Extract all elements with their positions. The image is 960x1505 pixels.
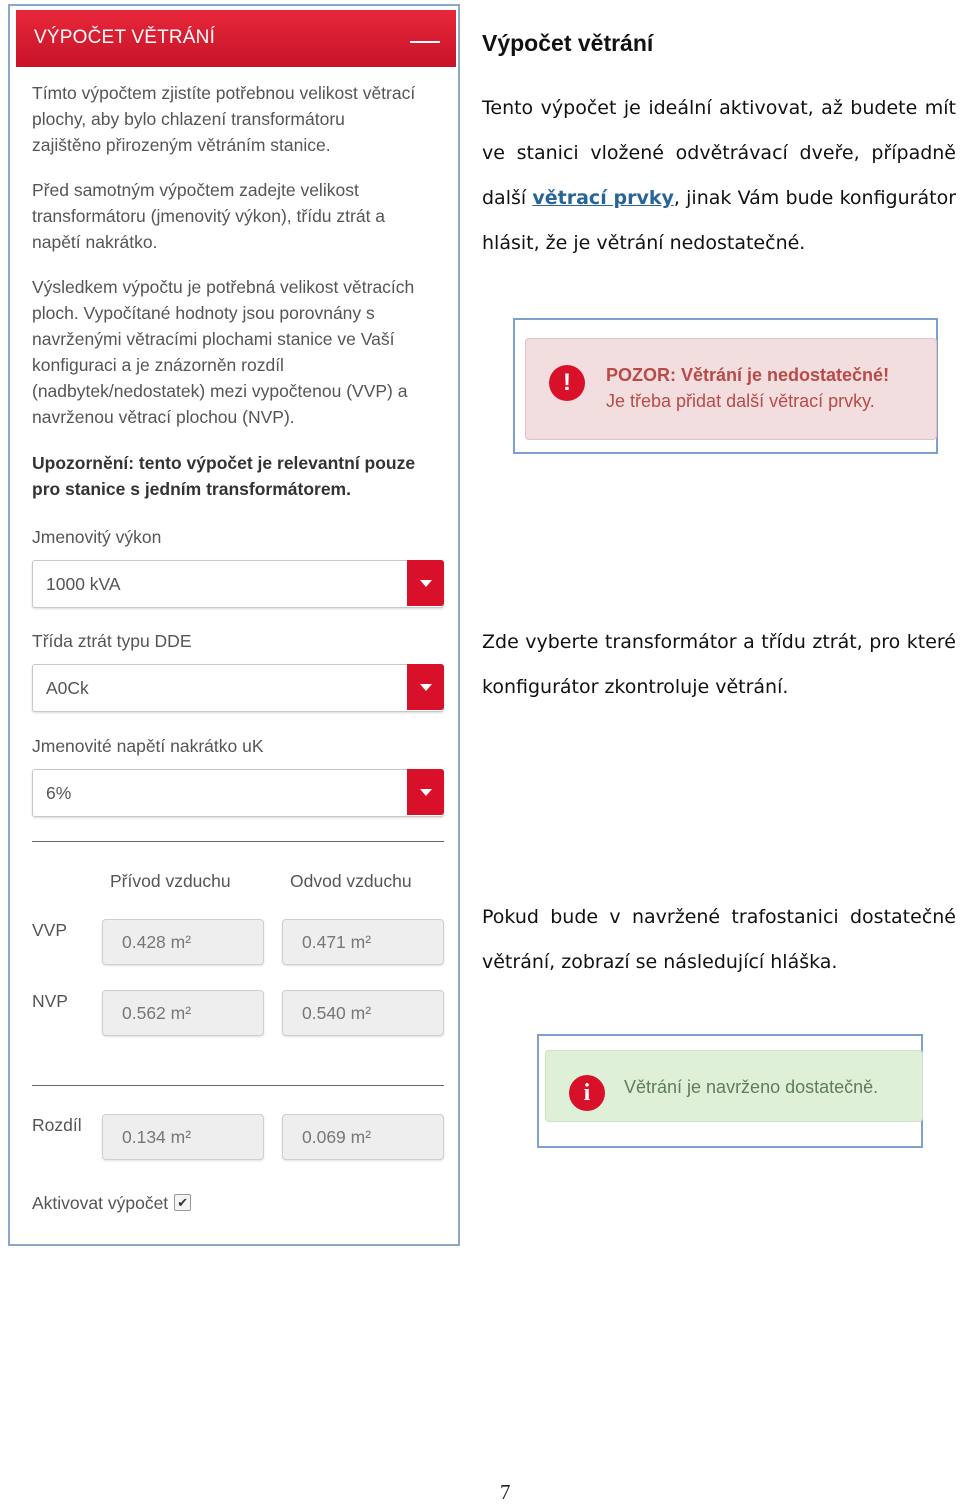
exclamation-icon: !	[549, 365, 585, 401]
power-select-value: 1000 kVA	[46, 574, 121, 594]
info-icon: i	[569, 1075, 605, 1111]
panel-title: VÝPOČET VĚTRÁNÍ	[34, 27, 216, 48]
intro-paragraph-2: Před samotným výpočtem zadejte velikost transformátoru (jmenovitý výkon), třídu ztrát a napětí nakrátko.	[32, 180, 386, 252]
voltage-select[interactable]	[32, 769, 444, 817]
collapse-icon[interactable]	[410, 41, 440, 43]
divider	[32, 841, 444, 842]
divider	[32, 1085, 444, 1086]
col-header-outlet: Odvod vzduchu	[290, 871, 412, 891]
nvp-outlet-field: 0.540 m²	[282, 990, 444, 1036]
ventilation-elements-link[interactable]: větrací prvky	[532, 187, 674, 209]
activate-row	[32, 1193, 191, 1214]
ok-alert-screenshot	[537, 1034, 923, 1148]
warning-alert	[525, 338, 937, 440]
power-select[interactable]	[32, 560, 444, 608]
loss-class-select-value: A0Ck	[46, 678, 89, 698]
caret-down-icon	[420, 789, 432, 796]
nvp-label: NVP	[32, 991, 68, 1011]
warning-alert-screenshot	[513, 318, 938, 454]
warning-note: Upozornění: tento výpočet je relevantní pouze pro stanice s jedním transformátorem.	[32, 453, 416, 499]
vvp-inlet-field: 0.428 m²	[102, 919, 264, 965]
voltage-label: Jmenovité napětí nakrátko uK	[32, 736, 264, 756]
intro-paragraph-3: Výsledkem výpočtu je potřebná velikost větracích ploch. Vypočítané hodnoty jsou porovnány s navrženými větracími plochami stanice ve Vaší konfiguraci a je znázorněn rozdíl (nadbytek/nedostatek) mezi vypočtenou (VVP) a navrženou větrací plochou (NVP).	[32, 277, 415, 427]
activate-checkbox[interactable]: ✔	[174, 1194, 191, 1211]
warning-alert-text: Je třeba přidat další větrací prvky.	[606, 391, 875, 411]
col-header-inlet: Přívod vzduchu	[110, 871, 231, 891]
loss-class-select-toggle[interactable]	[407, 664, 444, 710]
power-select-toggle[interactable]	[407, 560, 444, 606]
ok-alert-text: Větrání je navrženo dostatečně.	[624, 1077, 879, 1097]
ventilation-calc-panel	[8, 4, 460, 1246]
caret-down-icon	[420, 580, 432, 587]
vvp-outlet-field: 0.471 m²	[282, 919, 444, 965]
loss-class-select[interactable]	[32, 664, 444, 712]
panel-header[interactable]	[16, 10, 456, 67]
doc-paragraph-3: Pokud bude v navržené trafostanici dostatečné větrání, zobrazí se následující hláška.	[482, 906, 956, 973]
doc-heading: Výpočet větrání	[482, 30, 654, 56]
voltage-select-value: 6%	[46, 783, 72, 803]
caret-down-icon	[420, 684, 432, 691]
nvp-inlet-field: 0.562 m²	[102, 990, 264, 1036]
voltage-select-toggle[interactable]	[407, 769, 444, 815]
intro-paragraph-1: Tímto výpočtem zjistíte potřebnou velikost větrací plochy, aby bylo chlazení transformátoru zajištěno přirozeným větráním stanice.	[32, 83, 416, 155]
diff-label: Rozdíl	[32, 1115, 82, 1135]
diff-outlet-field: 0.069 m²	[282, 1114, 444, 1160]
doc-paragraph-2: Zde vyberte transformátor a třídu ztrát, pro které konfigurátor zkontroluje větrání.	[482, 631, 956, 698]
page-number: 7	[500, 1480, 511, 1504]
doc-paragraph-1: Tento výpočet je ideální aktivovat, až budete mít ve stanici vložené odvětrávací dveře, případně další větrací prvky, jinak Vám bude konfigurátor hlásit, že je větrání nedostatečné.	[482, 97, 957, 254]
activate-label: Aktivovat výpočet	[32, 1193, 169, 1213]
diff-inlet-field: 0.134 m²	[102, 1114, 264, 1160]
power-label: Jmenovitý výkon	[32, 527, 162, 547]
vvp-label: VVP	[32, 920, 68, 940]
ok-alert	[545, 1050, 923, 1122]
loss-class-label: Třída ztrát typu DDE	[32, 631, 192, 651]
warning-alert-title: POZOR: Větrání je nedostatečné!	[606, 365, 890, 385]
